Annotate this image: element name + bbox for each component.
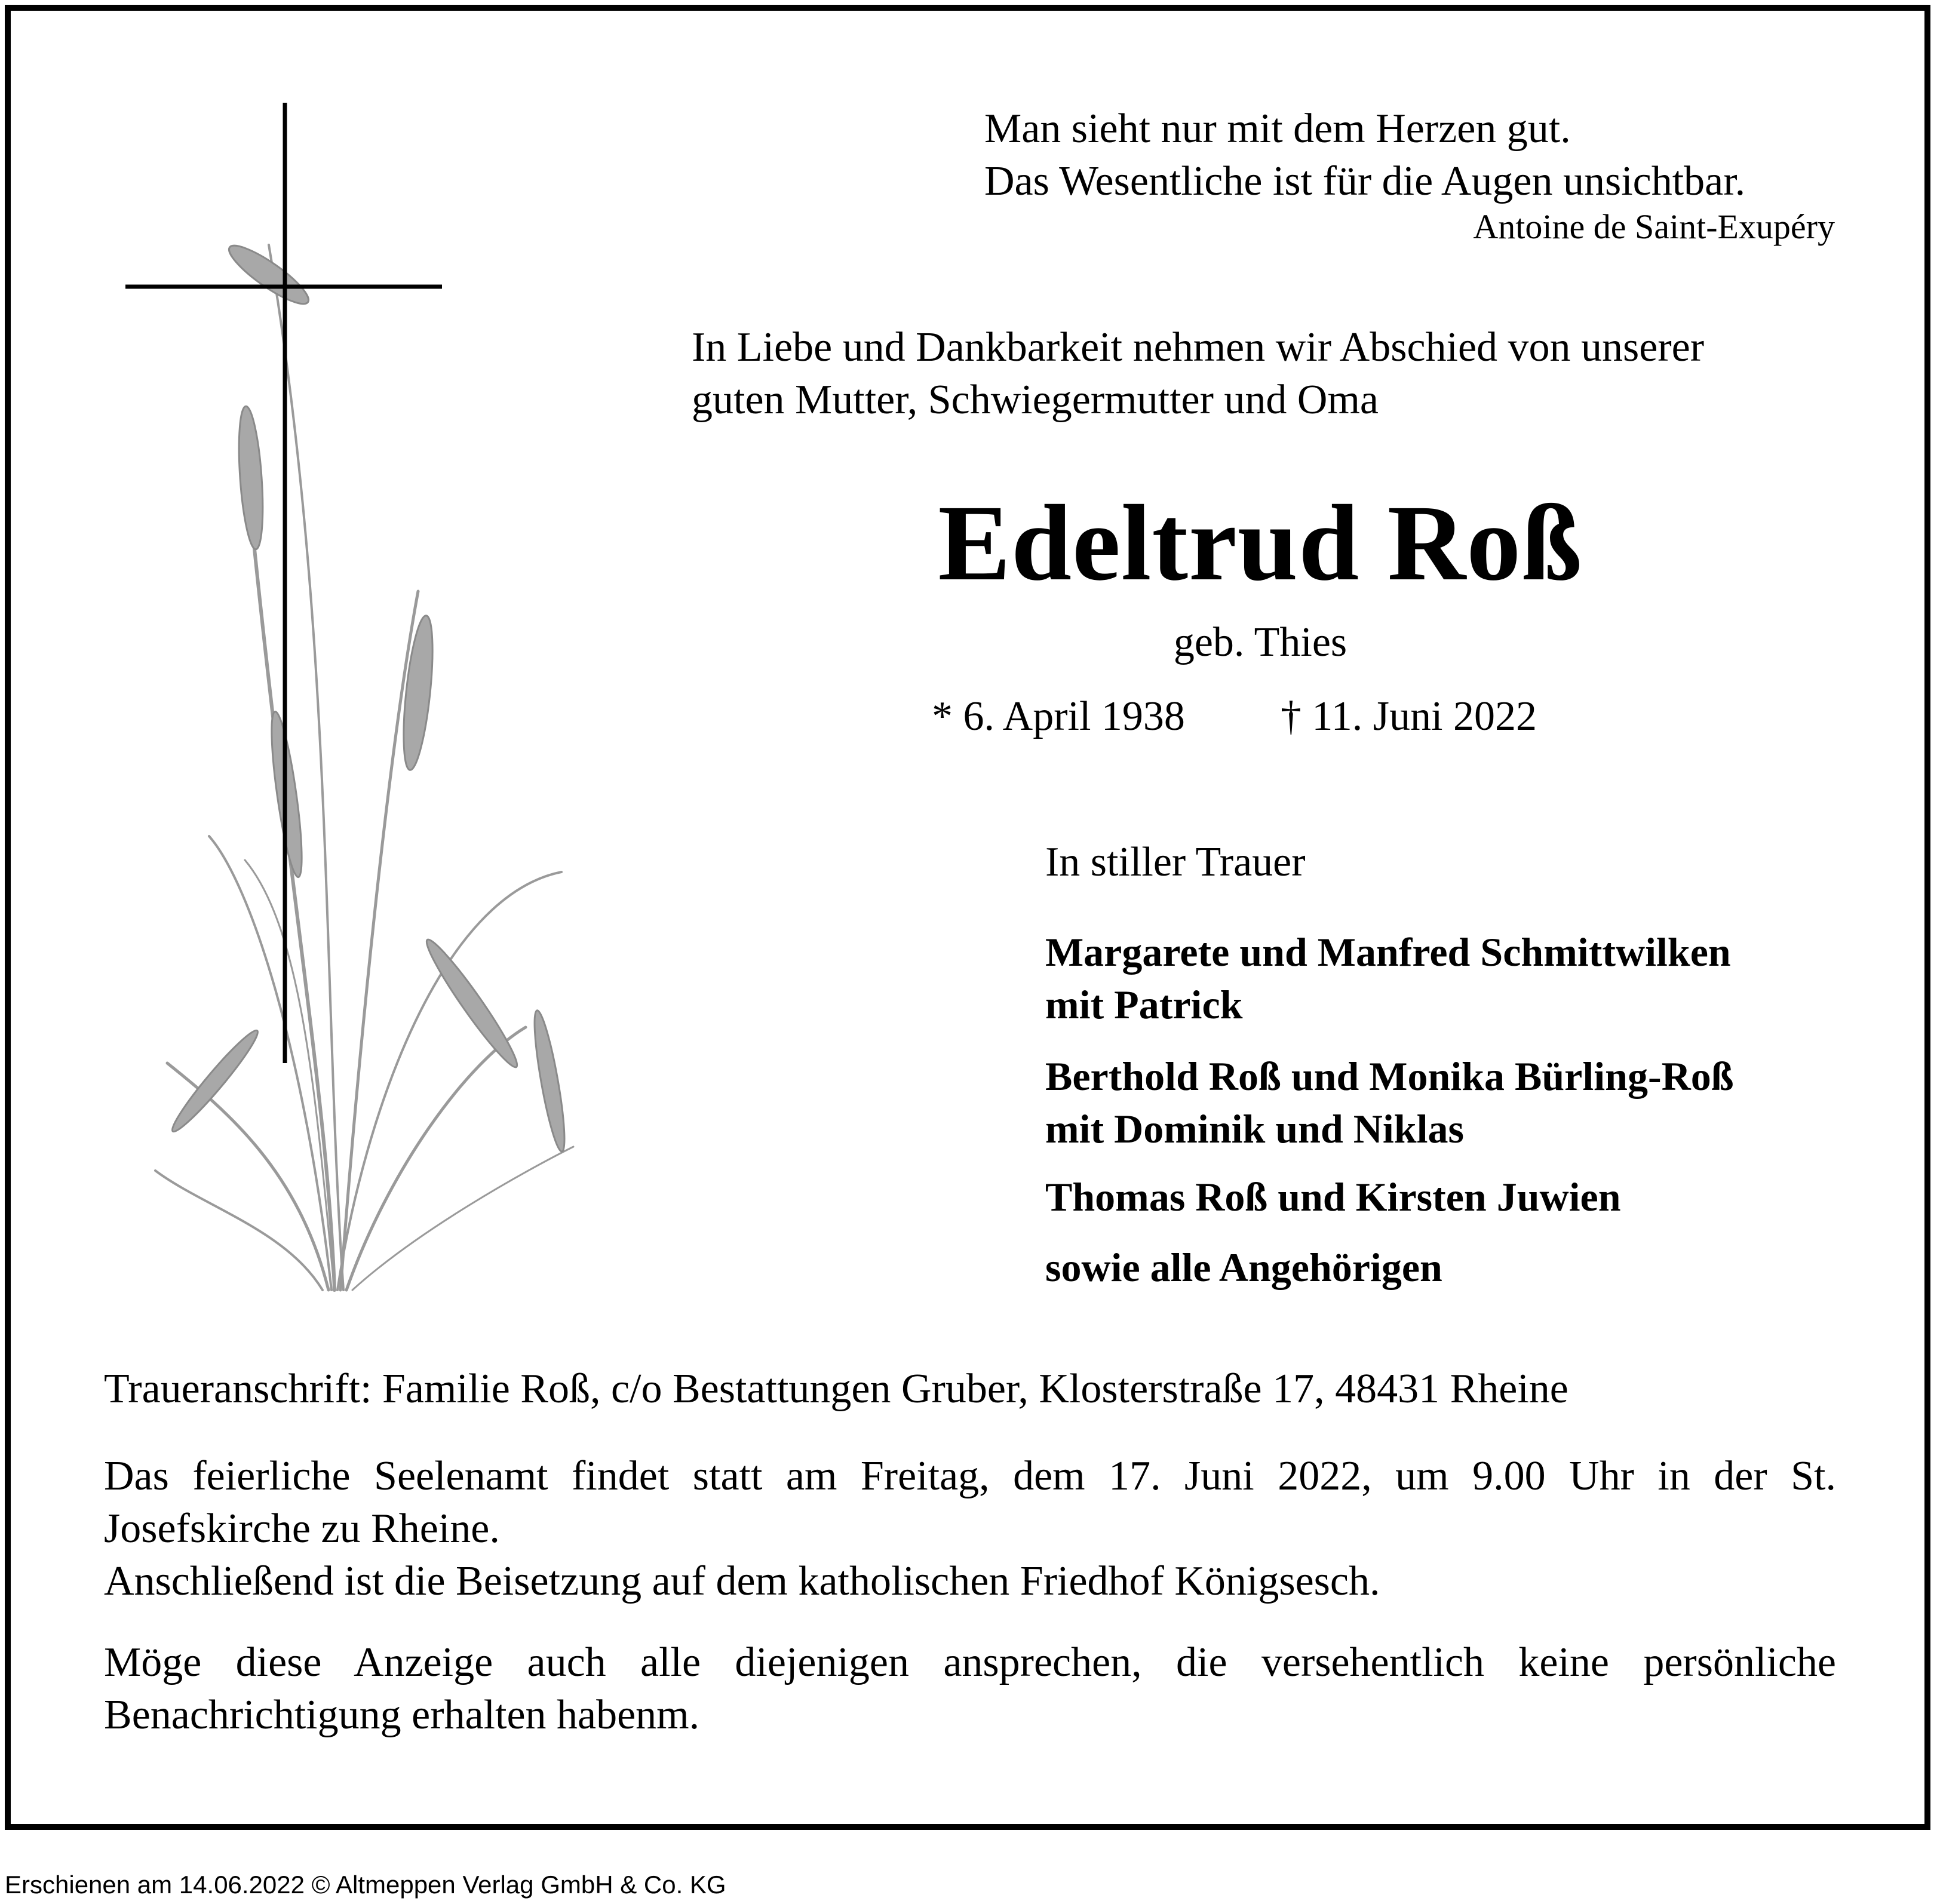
publication-footer: Erschienen am 14.06.2022 © Altmeppen Verlag GmbH & Co. KG bbox=[5, 1871, 726, 1899]
grass-icon bbox=[155, 245, 573, 1290]
life-dates bbox=[932, 690, 1537, 743]
burial-announcement: Anschließend ist die Beisetzung auf dem katholischen Friedhof Königsesch. bbox=[104, 1558, 1380, 1604]
notice-text: Möge diese Anzeige auch alle diejenigen ansprechen, die versehentlich keine persönliche Benachrichtigung erhalten habenm. bbox=[104, 1639, 1836, 1738]
birth-date: * 6. April 1938 bbox=[932, 693, 1185, 739]
mass-announcement: Das feierliche Seelenamt findet statt am Freitag, dem 17. Juni 2022, um 9.00 Uhr in der St. Josefskirche zu Rheine. bbox=[104, 1453, 1836, 1552]
quote-author: Antoine de Saint-Exupéry bbox=[1473, 207, 1835, 246]
wheat-ears-icon bbox=[167, 238, 570, 1153]
cross-icon bbox=[125, 103, 442, 1063]
quote-text: Man sieht nur mit dem Herzen gut. Das Wesentliche ist für die Augen unsichtbar. bbox=[984, 106, 1746, 204]
mourner-group: Thomas Roß und Kirsten Juwien bbox=[1045, 1174, 1621, 1220]
deceased-name: Edeltrud Roß bbox=[938, 483, 1583, 603]
mourner-group: sowie alle Angehörigen bbox=[1045, 1245, 1442, 1290]
mourner-group: Margarete und Manfred Schmittwilken mit Patrick bbox=[1045, 929, 1731, 1027]
maiden-name: geb. Thies bbox=[1173, 619, 1347, 665]
intro-text: In Liebe und Dankbarkeit nehmen wir Abschied von unserer guten Mutter, Schwiegermutter und Oma bbox=[692, 324, 1705, 423]
cross-and-grass-illustration bbox=[108, 96, 621, 1302]
death-date: † 11. Juni 2022 bbox=[1280, 693, 1537, 739]
mourning-address: Traueranschrift: Familie Roß, c/o Bestattungen Gruber, Klosterstraße 17, 48431 Rheine bbox=[104, 1366, 1568, 1412]
mourning-heading: In stiller Trauer bbox=[1045, 839, 1306, 885]
mourner-group: Berthold Roß und Monika Bürling-Roß mit Dominik und Niklas bbox=[1045, 1054, 1734, 1151]
